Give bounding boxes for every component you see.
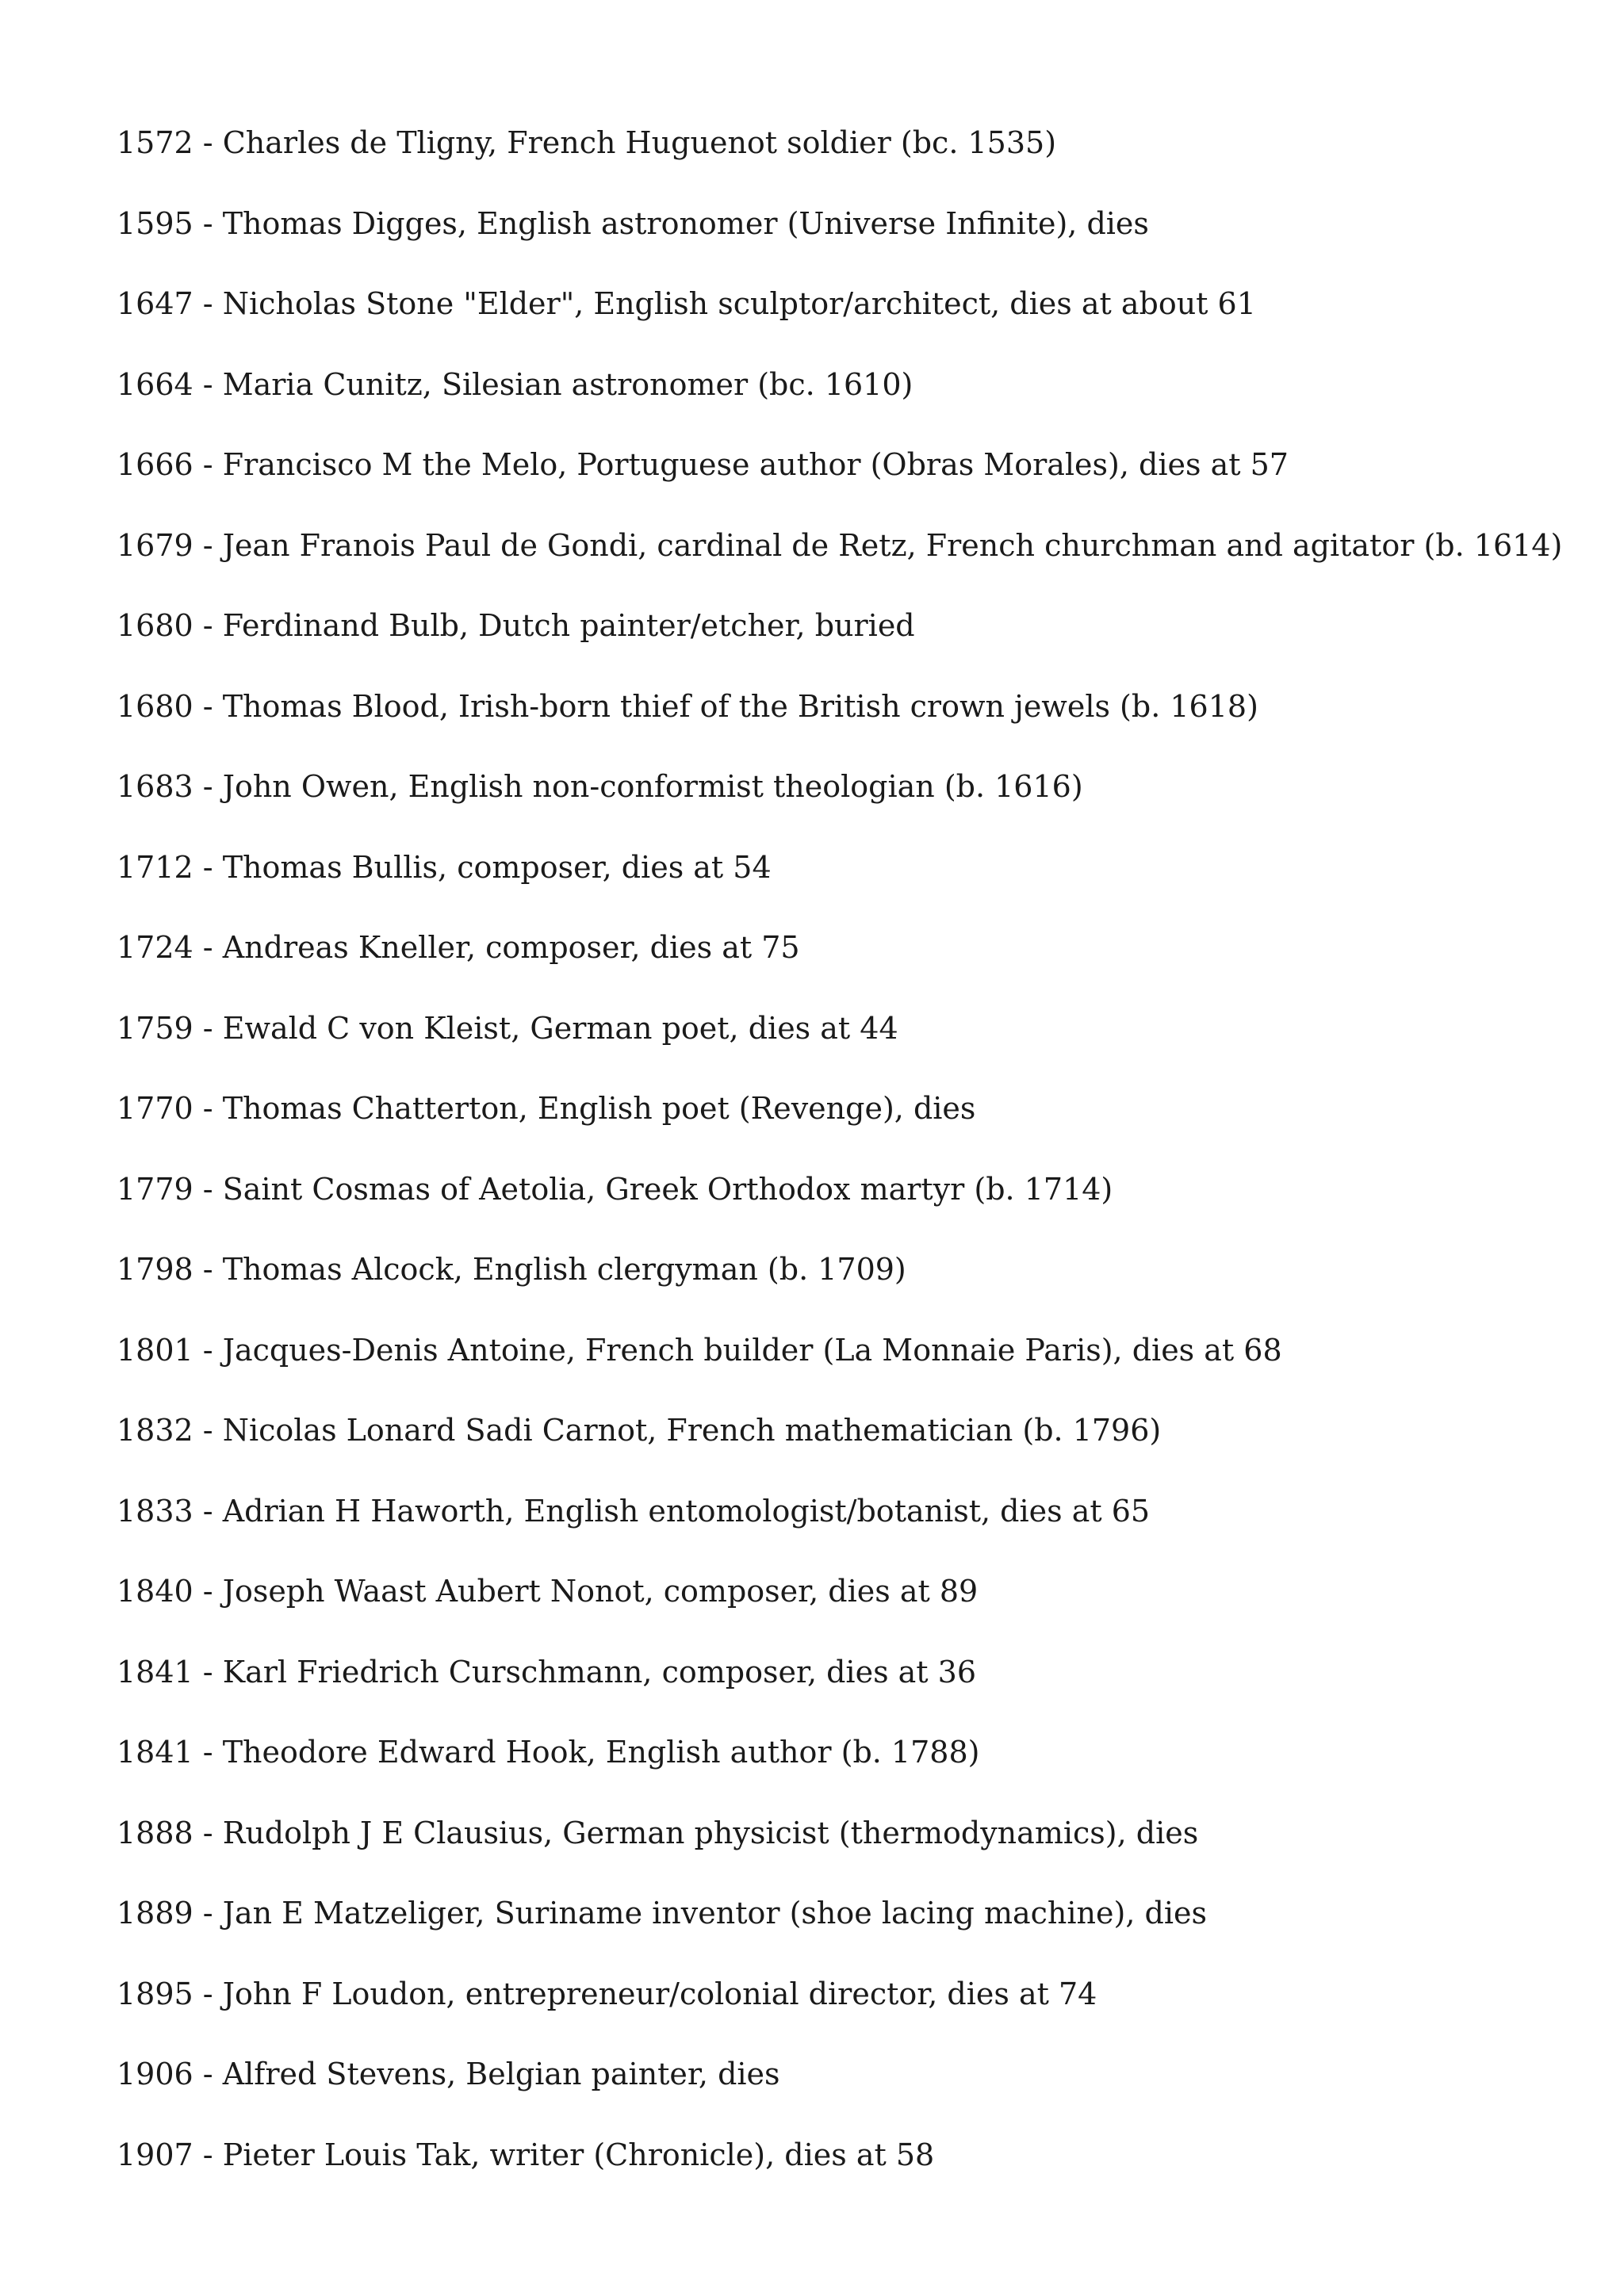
entry-1724-kneller: 1724 - Andreas Kneller, composer, dies at 75 (117, 930, 800, 965)
entry-1679-gondi: 1679 - Jean Franois Paul de Gondi, cardinal de Retz, French churchman and agitator (b. 1614) (117, 527, 1563, 563)
entry-1712-bullis: 1712 - Thomas Bullis, composer, dies at 54 (117, 849, 772, 885)
entry-1683-owen: 1683 - John Owen, English non-conformist theologian (b. 1616) (117, 769, 1083, 804)
entry-1572-tligny: 1572 - Charles de Tligny, French Huguenot soldier (bc. 1535) (117, 125, 1057, 160)
entry-1647-stone: 1647 - Nicholas Stone "Elder", English sculptor/architect, dies at about 61 (117, 286, 1256, 321)
entry-1680-blood: 1680 - Thomas Blood, Irish-born thief of the British crown jewels (b. 1618) (117, 688, 1258, 724)
entry-1759-kleist: 1759 - Ewald C von Kleist, German poet, dies at 44 (117, 1010, 898, 1046)
entry-1798-alcock: 1798 - Thomas Alcock, English clergyman (b. 1709) (117, 1252, 906, 1287)
entry-1664-cunitz: 1664 - Maria Cunitz, Silesian astronomer (bc. 1610) (117, 366, 914, 402)
entry-1888-clausius: 1888 - Rudolph J E Clausius, German physicist (thermodynamics), dies (117, 1815, 1199, 1850)
document-page (117, 119, 1563, 2211)
entry-1841-curschmann: 1841 - Karl Friedrich Curschmann, composer, dies at 36 (117, 1654, 977, 1689)
entry-1889-matzeliger: 1889 - Jan E Matzeliger, Suriname inventor (shoe lacing machine), dies (117, 1896, 1207, 1931)
entry-1666-melo: 1666 - Francisco M the Melo, Portuguese author (Obras Morales), dies at 57 (117, 447, 1289, 482)
entry-1906-stevens: 1906 - Alfred Stevens, Belgian painter, dies (117, 2057, 780, 2091)
entry-1841-hook: 1841 - Theodore Edward Hook, English author (b. 1788) (117, 1735, 980, 1770)
entry-1779-cosmas: 1779 - Saint Cosmas of Aetolia, Greek Orthodox martyr (b. 1714) (117, 1171, 1113, 1207)
entry-1770-chatterton: 1770 - Thomas Chatterton, English poet (Revenge), dies (117, 1091, 976, 1126)
entry-1680-bulb: 1680 - Ferdinand Bulb, Dutch painter/etcher, buried (117, 608, 915, 643)
entry-1840-nonot: 1840 - Joseph Waast Aubert Nonot, composer, dies at 89 (117, 1574, 979, 1609)
entry-1833-haworth: 1833 - Adrian H Haworth, English entomologist/botanist, dies at 65 (117, 1493, 1151, 1529)
entry-1801-antoine: 1801 - Jacques-Denis Antoine, French builder (La Monnaie Paris), dies at 68 (117, 1332, 1282, 1368)
entry-1895-loudon: 1895 - John F Loudon, entrepreneur/colonial director, dies at 74 (117, 1976, 1097, 2011)
death-entries-list (117, 119, 1563, 2211)
entry-1907-tak: 1907 - Pieter Louis Tak, writer (Chronicle), dies at 58 (117, 2137, 935, 2172)
entry-1832-carnot: 1832 - Nicolas Lonard Sadi Carnot, French mathematician (b. 1796) (117, 1413, 1162, 1448)
entry-1595-digges: 1595 - Thomas Digges, English astronomer (Universe Infinite), dies (117, 205, 1149, 241)
